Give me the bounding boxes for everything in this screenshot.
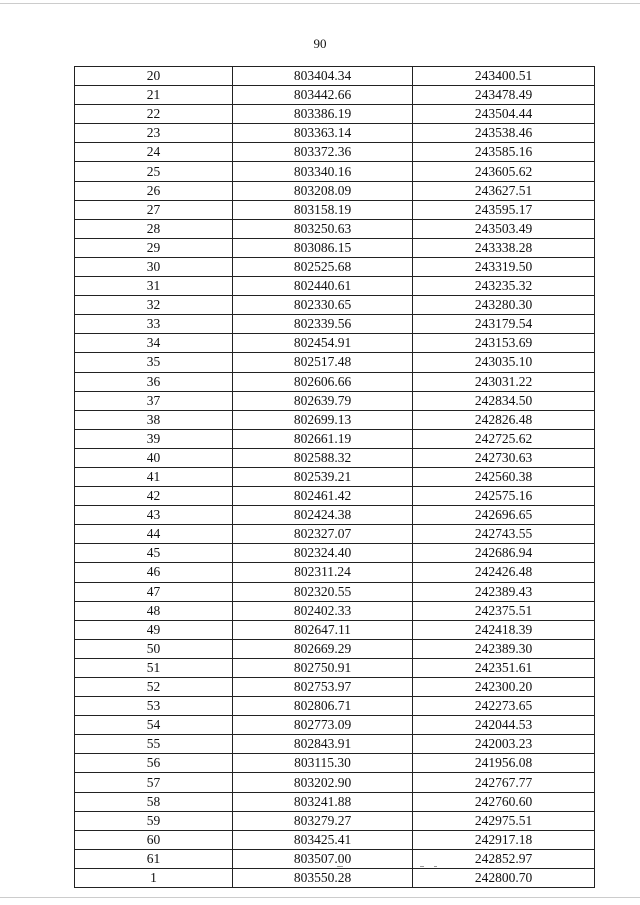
point-number-cell: 36 xyxy=(75,372,233,391)
y-coordinate-cell: 243605.62 xyxy=(413,162,595,181)
table-row xyxy=(75,86,595,105)
x-coordinate-cell: 803340.16 xyxy=(233,162,413,181)
x-coordinate-cell: 803425.41 xyxy=(233,830,413,849)
y-coordinate-cell: 242917.18 xyxy=(413,830,595,849)
x-coordinate-cell: 803386.19 xyxy=(233,105,413,124)
x-coordinate-cell: 802424.38 xyxy=(233,506,413,525)
table-row xyxy=(75,582,595,601)
x-coordinate-cell: 802461.42 xyxy=(233,487,413,506)
point-number-cell: 1 xyxy=(75,868,233,887)
table-row xyxy=(75,601,595,620)
table-row xyxy=(75,124,595,143)
scan-artifact xyxy=(434,866,437,867)
y-coordinate-cell: 242575.16 xyxy=(413,487,595,506)
table-row xyxy=(75,334,595,353)
point-number-cell: 55 xyxy=(75,735,233,754)
table-row xyxy=(75,372,595,391)
point-number-cell: 32 xyxy=(75,296,233,315)
scan-artifact xyxy=(420,866,424,867)
point-number-cell: 49 xyxy=(75,620,233,639)
point-number-cell: 47 xyxy=(75,582,233,601)
x-coordinate-cell: 802661.19 xyxy=(233,429,413,448)
point-number-cell: 58 xyxy=(75,792,233,811)
coordinates-table-body xyxy=(75,67,595,888)
x-coordinate-cell: 802454.91 xyxy=(233,334,413,353)
table-row xyxy=(75,391,595,410)
table-row xyxy=(75,429,595,448)
y-coordinate-cell: 242273.65 xyxy=(413,697,595,716)
point-number-cell: 20 xyxy=(75,67,233,86)
point-number-cell: 59 xyxy=(75,811,233,830)
table-row xyxy=(75,697,595,716)
y-coordinate-cell: 243478.49 xyxy=(413,86,595,105)
x-coordinate-cell: 802324.40 xyxy=(233,544,413,563)
x-coordinate-cell: 802806.71 xyxy=(233,697,413,716)
point-number-cell: 34 xyxy=(75,334,233,353)
point-number-cell: 22 xyxy=(75,105,233,124)
y-coordinate-cell: 242375.51 xyxy=(413,601,595,620)
point-number-cell: 54 xyxy=(75,716,233,735)
scan-top-edge xyxy=(0,3,640,4)
point-number-cell: 30 xyxy=(75,257,233,276)
point-number-cell: 44 xyxy=(75,525,233,544)
y-coordinate-cell: 243319.50 xyxy=(413,257,595,276)
table-row xyxy=(75,277,595,296)
x-coordinate-cell: 802517.48 xyxy=(233,353,413,372)
y-coordinate-cell: 242044.53 xyxy=(413,716,595,735)
table-row xyxy=(75,143,595,162)
point-number-cell: 24 xyxy=(75,143,233,162)
y-coordinate-cell: 242743.55 xyxy=(413,525,595,544)
y-coordinate-cell: 243595.17 xyxy=(413,200,595,219)
point-number-cell: 27 xyxy=(75,200,233,219)
y-coordinate-cell: 243338.28 xyxy=(413,238,595,257)
scan-bottom-edge xyxy=(0,897,640,898)
table-row xyxy=(75,830,595,849)
point-number-cell: 35 xyxy=(75,353,233,372)
y-coordinate-cell: 242003.23 xyxy=(413,735,595,754)
x-coordinate-cell: 802339.56 xyxy=(233,315,413,334)
point-number-cell: 23 xyxy=(75,124,233,143)
table-row xyxy=(75,162,595,181)
y-coordinate-cell: 243153.69 xyxy=(413,334,595,353)
y-coordinate-cell: 243538.46 xyxy=(413,124,595,143)
table-row xyxy=(75,410,595,429)
point-number-cell: 45 xyxy=(75,544,233,563)
x-coordinate-cell: 803208.09 xyxy=(233,181,413,200)
y-coordinate-cell: 242560.38 xyxy=(413,467,595,486)
point-number-cell: 51 xyxy=(75,658,233,677)
point-number-cell: 43 xyxy=(75,506,233,525)
y-coordinate-cell: 242760.60 xyxy=(413,792,595,811)
x-coordinate-cell: 802699.13 xyxy=(233,410,413,429)
table-row xyxy=(75,315,595,334)
x-coordinate-cell: 802320.55 xyxy=(233,582,413,601)
x-coordinate-cell: 802639.79 xyxy=(233,391,413,410)
table-row xyxy=(75,620,595,639)
x-coordinate-cell: 803507.00 xyxy=(233,849,413,868)
x-coordinate-cell: 802773.09 xyxy=(233,716,413,735)
table-row xyxy=(75,257,595,276)
y-coordinate-cell: 242852.97 xyxy=(413,849,595,868)
point-number-cell: 57 xyxy=(75,773,233,792)
point-number-cell: 48 xyxy=(75,601,233,620)
y-coordinate-cell: 242389.43 xyxy=(413,582,595,601)
table-row xyxy=(75,238,595,257)
table-row xyxy=(75,563,595,582)
y-coordinate-cell: 242389.30 xyxy=(413,639,595,658)
table-row xyxy=(75,716,595,735)
page-number: 90 xyxy=(313,36,327,51)
y-coordinate-cell: 242696.65 xyxy=(413,506,595,525)
table-row xyxy=(75,754,595,773)
table-row xyxy=(75,773,595,792)
table-row xyxy=(75,811,595,830)
table-row xyxy=(75,735,595,754)
scan-artifact xyxy=(337,866,343,867)
x-coordinate-cell: 802440.61 xyxy=(233,277,413,296)
table-row xyxy=(75,639,595,658)
table-row xyxy=(75,487,595,506)
table-row xyxy=(75,792,595,811)
x-coordinate-cell: 802750.91 xyxy=(233,658,413,677)
y-coordinate-cell: 242730.63 xyxy=(413,448,595,467)
y-coordinate-cell: 242800.70 xyxy=(413,868,595,887)
point-number-cell: 38 xyxy=(75,410,233,429)
table-row xyxy=(75,67,595,86)
x-coordinate-cell: 802843.91 xyxy=(233,735,413,754)
table-row xyxy=(75,678,595,697)
table-row xyxy=(75,849,595,868)
point-number-cell: 31 xyxy=(75,277,233,296)
x-coordinate-cell: 803363.14 xyxy=(233,124,413,143)
x-coordinate-cell: 803279.27 xyxy=(233,811,413,830)
x-coordinate-cell: 803372.36 xyxy=(233,143,413,162)
y-coordinate-cell: 243504.44 xyxy=(413,105,595,124)
table-row xyxy=(75,105,595,124)
table-row xyxy=(75,525,595,544)
y-coordinate-cell: 242426.48 xyxy=(413,563,595,582)
table-row xyxy=(75,467,595,486)
y-coordinate-cell: 242418.39 xyxy=(413,620,595,639)
point-number-cell: 28 xyxy=(75,219,233,238)
y-coordinate-cell: 242834.50 xyxy=(413,391,595,410)
point-number-cell: 60 xyxy=(75,830,233,849)
table-row xyxy=(75,219,595,238)
y-coordinate-cell: 243031.22 xyxy=(413,372,595,391)
x-coordinate-cell: 802669.29 xyxy=(233,639,413,658)
x-coordinate-cell: 803158.19 xyxy=(233,200,413,219)
x-coordinate-cell: 803550.28 xyxy=(233,868,413,887)
table-row xyxy=(75,868,595,887)
y-coordinate-cell: 242767.77 xyxy=(413,773,595,792)
point-number-cell: 37 xyxy=(75,391,233,410)
x-coordinate-cell: 803241.88 xyxy=(233,792,413,811)
point-number-cell: 42 xyxy=(75,487,233,506)
x-coordinate-cell: 802539.21 xyxy=(233,467,413,486)
point-number-cell: 46 xyxy=(75,563,233,582)
y-coordinate-cell: 243179.54 xyxy=(413,315,595,334)
y-coordinate-cell: 242686.94 xyxy=(413,544,595,563)
table-row xyxy=(75,296,595,315)
y-coordinate-cell: 242975.51 xyxy=(413,811,595,830)
y-coordinate-cell: 243503.49 xyxy=(413,219,595,238)
point-number-cell: 40 xyxy=(75,448,233,467)
point-number-cell: 21 xyxy=(75,86,233,105)
x-coordinate-cell: 803086.15 xyxy=(233,238,413,257)
x-coordinate-cell: 802311.24 xyxy=(233,563,413,582)
table-row xyxy=(75,200,595,219)
x-coordinate-cell: 802525.68 xyxy=(233,257,413,276)
table-row xyxy=(75,544,595,563)
y-coordinate-cell: 243627.51 xyxy=(413,181,595,200)
point-number-cell: 50 xyxy=(75,639,233,658)
point-number-cell: 26 xyxy=(75,181,233,200)
coordinates-table xyxy=(74,66,595,888)
point-number-cell: 41 xyxy=(75,467,233,486)
x-coordinate-cell: 803404.34 xyxy=(233,67,413,86)
y-coordinate-cell: 242826.48 xyxy=(413,410,595,429)
point-number-cell: 39 xyxy=(75,429,233,448)
y-coordinate-cell: 243585.16 xyxy=(413,143,595,162)
y-coordinate-cell: 243280.30 xyxy=(413,296,595,315)
x-coordinate-cell: 803442.66 xyxy=(233,86,413,105)
point-number-cell: 53 xyxy=(75,697,233,716)
x-coordinate-cell: 802588.32 xyxy=(233,448,413,467)
y-coordinate-cell: 242351.61 xyxy=(413,658,595,677)
point-number-cell: 61 xyxy=(75,849,233,868)
x-coordinate-cell: 803250.63 xyxy=(233,219,413,238)
y-coordinate-cell: 241956.08 xyxy=(413,754,595,773)
table-row xyxy=(75,506,595,525)
y-coordinate-cell: 242300.20 xyxy=(413,678,595,697)
x-coordinate-cell: 802753.97 xyxy=(233,678,413,697)
y-coordinate-cell: 243035.10 xyxy=(413,353,595,372)
point-number-cell: 33 xyxy=(75,315,233,334)
y-coordinate-cell: 243400.51 xyxy=(413,67,595,86)
x-coordinate-cell: 803115.30 xyxy=(233,754,413,773)
x-coordinate-cell: 802330.65 xyxy=(233,296,413,315)
point-number-cell: 52 xyxy=(75,678,233,697)
table-row xyxy=(75,658,595,677)
y-coordinate-cell: 242725.62 xyxy=(413,429,595,448)
x-coordinate-cell: 802327.07 xyxy=(233,525,413,544)
table-row xyxy=(75,448,595,467)
table-row xyxy=(75,181,595,200)
point-number-cell: 29 xyxy=(75,238,233,257)
y-coordinate-cell: 243235.32 xyxy=(413,277,595,296)
point-number-cell: 56 xyxy=(75,754,233,773)
x-coordinate-cell: 803202.90 xyxy=(233,773,413,792)
x-coordinate-cell: 802606.66 xyxy=(233,372,413,391)
x-coordinate-cell: 802647.11 xyxy=(233,620,413,639)
table-row xyxy=(75,353,595,372)
x-coordinate-cell: 802402.33 xyxy=(233,601,413,620)
point-number-cell: 25 xyxy=(75,162,233,181)
